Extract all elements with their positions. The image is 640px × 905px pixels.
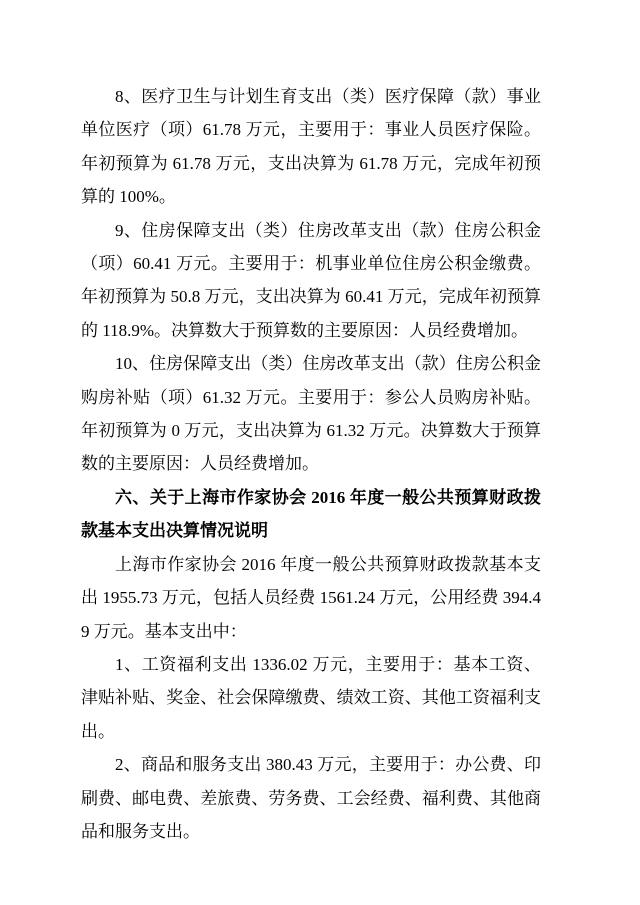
- para-basic-expense-overview: 上海市作家协会 2016 年度一般公共预算财政拨款基本支出 1955.73 万元，包括人员经费 1561.24 万元，公用经费 394.49 万元。基本支出中：: [81, 554, 541, 641]
- para-9-housing-fund: 9、住房保障支出（类）住房改革支出（款）住房公积金（项）60.41 万元。主要用于：机事业单位住房公积金缴费。年初预算为 50.8 万元，支出决算为 60.41 万元，完成年初预算的 118.9%。决算数大于预算数的主要原因：人员经费增加。: [81, 220, 541, 340]
- section-6-heading: 六、关于上海市作家协会 2016 年度一般公共预算财政拨款基本支出决算情况说明: [81, 487, 541, 541]
- document-text-block: [81, 80, 541, 848]
- para-10-housing-purchase-subsidy: 10、住房保障支出（类）住房改革支出（款）住房公积金购房补贴（项）61.32 万元。主要用于：参公人员购房补贴。年初预算为 0 万元，支出决算为 61.32 万元。决算数大于预算数的主要原因：人员经费增加。: [81, 354, 541, 474]
- para-1-salary-welfare: 1、工资福利支出 1336.02 万元，主要用于：基本工资、津贴补贴、奖金、社会保障缴费、绩效工资、其他工资福利支出。: [81, 654, 541, 741]
- para-2-goods-services: 2、商品和服务支出 380.43 万元，主要用于：办公费、印刷费、邮电费、差旅费、劳务费、工会经费、福利费、其他商品和服务支出。: [81, 755, 541, 841]
- para-8-medical-expense: 8、医疗卫生与计划生育支出（类）医疗保障（款）事业单位医疗（项）61.78 万元，主要用于：事业人员医疗保险。年初预算为 61.78 万元，支出决算为 61.78 万元，完成年初预算的 100%。: [81, 87, 541, 207]
